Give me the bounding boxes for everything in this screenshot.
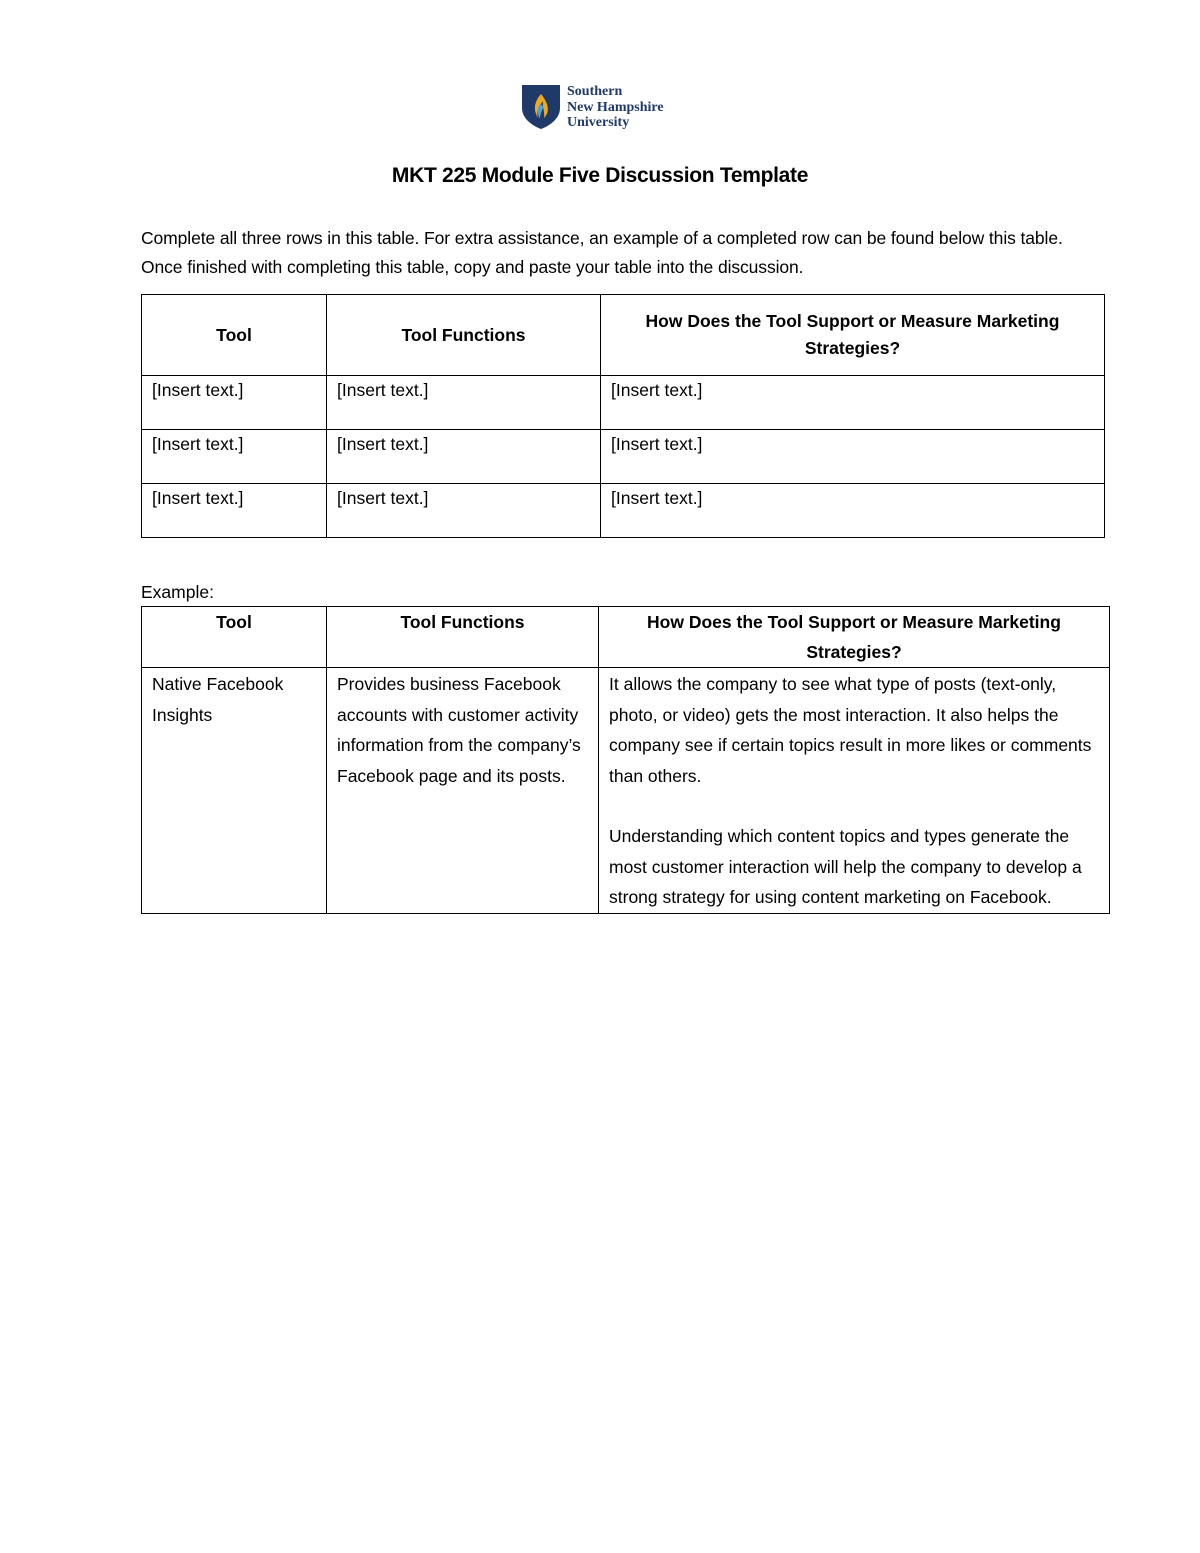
example-header-row: [142, 607, 1110, 668]
table-row: [142, 430, 1105, 484]
template-table: [141, 294, 1105, 538]
paragraph-spacer: [609, 791, 1099, 821]
example-header-tool: Tool: [142, 607, 327, 668]
table-cell-functions[interactable]: [Insert text.]: [327, 430, 601, 484]
table-cell-tool[interactable]: [Insert text.]: [142, 376, 327, 430]
instructions-text: Complete all three rows in this table. For extra assistance, an example of a completed row can be found below this table. Once finished with completing this table, copy and paste your table into the discussion.: [141, 228, 1063, 277]
table-cell-functions[interactable]: [Insert text.]: [327, 484, 601, 538]
example-header-tool-functions: Tool Functions: [327, 607, 599, 668]
header-tool-functions: Tool Functions: [327, 295, 601, 376]
example-support-paragraph-1: It allows the company to see what type of posts (text-only, photo, or video) gets the most interaction. It also helps the company see if certain topics result in more likes or comments than others.: [609, 674, 1092, 786]
table-cell-support[interactable]: [Insert text.]: [601, 430, 1105, 484]
header-tool: Tool: [142, 295, 327, 376]
table-cell-tool[interactable]: [Insert text.]: [142, 484, 327, 538]
header-support-measure: How Does the Tool Support or Measure Marketing Strategies?: [601, 295, 1105, 376]
table-row: [142, 376, 1105, 430]
table-cell-functions[interactable]: [Insert text.]: [327, 376, 601, 430]
example-header-support-measure: How Does the Tool Support or Measure Marketing Strategies?: [599, 607, 1110, 668]
logo-line-1: Southern: [567, 84, 623, 99]
logo-line-2: New Hampshire: [567, 99, 664, 115]
example-cell-functions: Provides business Facebook accounts with customer activity information from the company’s Facebook page and its posts.: [327, 668, 599, 914]
example-row: [142, 668, 1110, 914]
table-cell-support[interactable]: [Insert text.]: [601, 484, 1105, 538]
page-title: MKT 225 Module Five Discussion Template: [391, 164, 809, 187]
example-support-paragraph-2: Understanding which content topics and types generate the most customer interaction will help the company to develop a strong strategy for using content marketing on Facebook.: [609, 826, 1082, 907]
table-cell-support[interactable]: [Insert text.]: [601, 376, 1105, 430]
table-row: [142, 484, 1105, 538]
university-logo: [521, 84, 691, 132]
example-cell-tool: Native Facebook Insights: [142, 668, 327, 914]
example-table: [141, 606, 1110, 914]
shield-flame-icon: [521, 84, 561, 130]
logo-line-3: University: [567, 115, 630, 130]
example-cell-support: [599, 668, 1110, 914]
example-label: Example:: [141, 582, 214, 602]
table-cell-tool[interactable]: [Insert text.]: [142, 430, 327, 484]
table-header-row: [142, 295, 1105, 376]
